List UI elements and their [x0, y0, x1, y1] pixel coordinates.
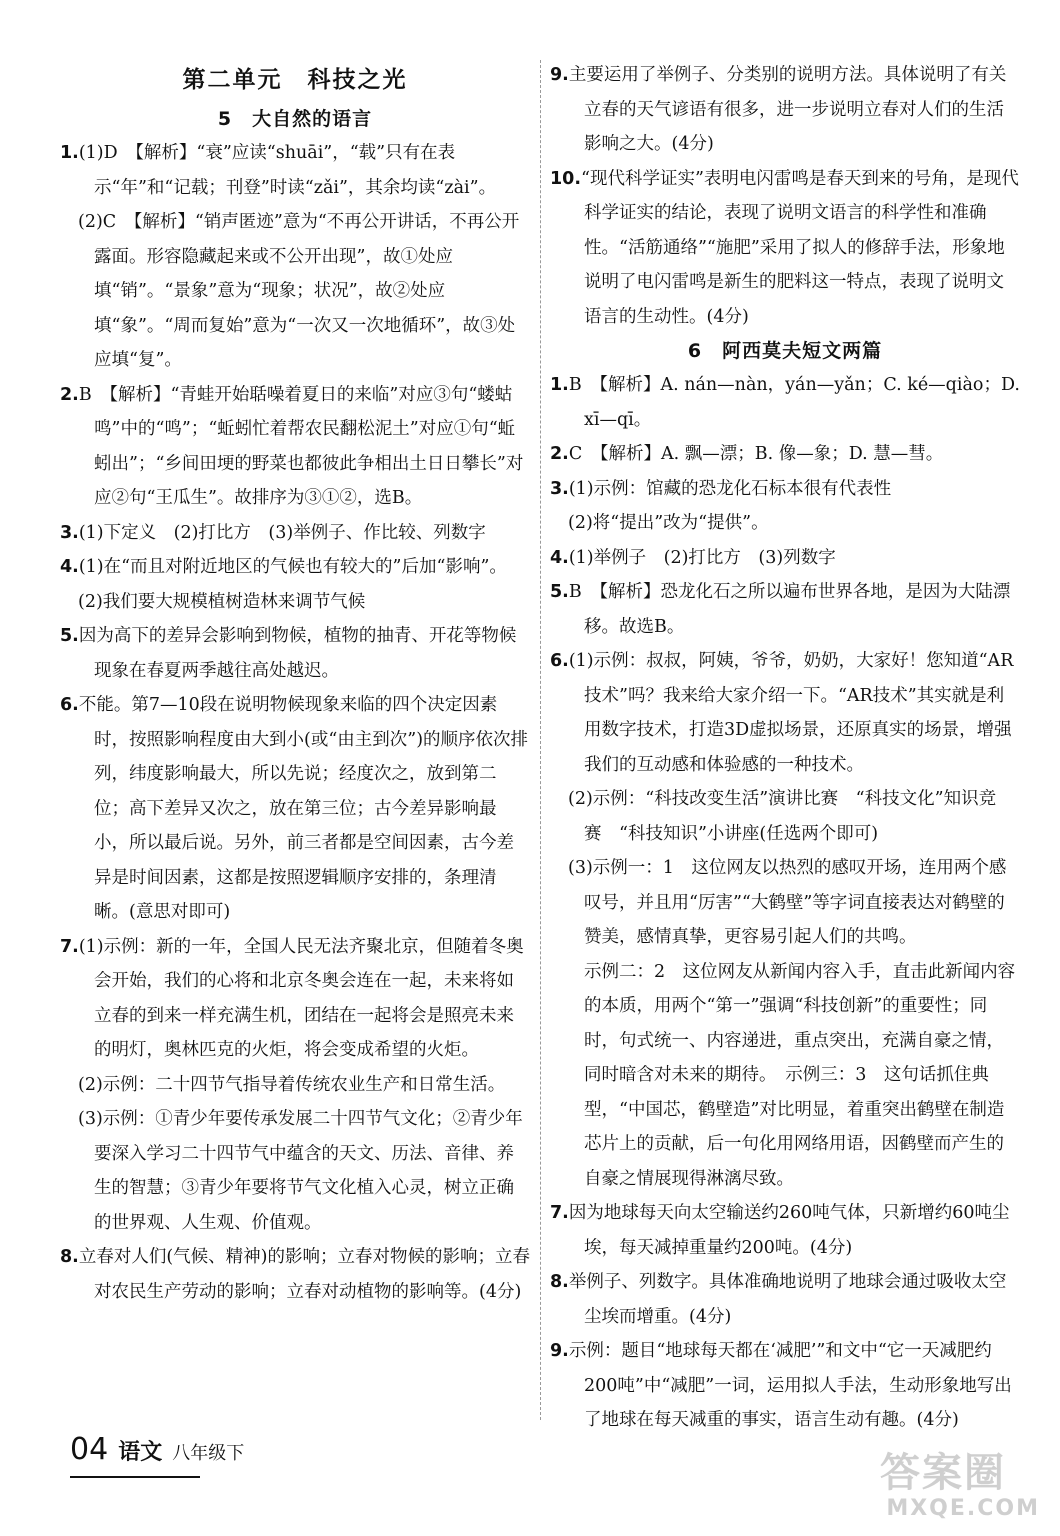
answer-item: 3.(1)下定义 (2)打比方 (3)举例子、作比较、列数字 [60, 522, 486, 543]
right-bottom-answers [550, 368, 1020, 1438]
watermark-text: 答案圈 [880, 1450, 1006, 1496]
right-top-answers [550, 58, 1020, 334]
answer-sub-item: (2)示例：“科技改变生活”演讲比赛 “科技文化”知识竞赛 “科技知识”小讲座(任选两个即可) [568, 789, 997, 844]
answer-continuation: 示例二：2 这位网友从新闻内容入手，直击此新闻内容的本质，用两个“第一”强调“科技创新”的重要性；同时，句式统一、内容递进，重点突出，充满自豪之情，同时暗含对未来的期待。 示例三：3 这句话抓住典型，“中国芯，鹤壁造”对比明显，着重突出鹤壁在制造芯片上的贡献，后一句化用网络用语，因鹤壁而产生的自豪之情展现得淋漓尽致。 [584, 961, 1016, 1189]
subject-label: 语文 [118, 1440, 163, 1465]
answer-sub-item: (3)示例一：1 这位网友以热烈的感叹开场，连用两个感叹号，并且用“厉害”“大鹤壁”等字词直接表达对鹤壁的赞美，感情真挚，更容易引起人们的共鸣。 [568, 858, 1007, 947]
answer-sub-item: (3)示例：①青少年要传承发展二十四节气文化；②青少年要深入学习二十四节气中蕴含的天文、历法、音律、养生的智慧；③青少年要将节气文化植入心灵，树立正确的世界观、人生观、价值观。 [78, 1109, 523, 1233]
page-footer [70, 1432, 244, 1472]
unit-title: 第二单元 科技之光 [182, 67, 408, 93]
footer-underline [70, 1476, 200, 1478]
answer-sub-item: (2)将“提出”改为“提供”。 [568, 513, 769, 533]
watermark-url: MXQE.COM [886, 1496, 1040, 1521]
answer-item: 8.举例子、列数字。具体准确地说明了地球会通过吸收太空尘埃而增重。(4分) [550, 1272, 1007, 1327]
left-answers [60, 136, 530, 1309]
column-divider [540, 60, 541, 1420]
left-column [60, 58, 530, 1446]
answer-item: 7.(1)示例：新的一年，全国人民无法齐聚北京，但随着冬奥会开始，我们的心将和北京冬奥会连在一起，未来将如立春的到来一样充满生机，团结在一起将会是照亮未来的明灯，奥林匹克的火炬，将会变成希望的火炬。 [60, 936, 524, 1060]
answer-item: 2.C 【解析】A. 飘—漂；B. 像—象；D. 慧—彗。 [550, 444, 944, 464]
answer-item: 3.(1)示例：馆藏的恐龙化石标本很有代表性 [550, 478, 892, 499]
answer-item: 1.(1)D 【解析】“衰”应读“shuāi”，“载”只有在表示“年”和“记载；刊登”时读“zǎi”，其余均读“zài”。 [60, 143, 497, 198]
answer-item: 1.B 【解析】A. nán—nàn，yán—yǎn；C. ké—qiào；D. xī—qī。 [550, 375, 1020, 430]
answer-item: 5.B 【解析】恐龙化石之所以遍布世界各地，是因为大陆漂移。故选B。 [550, 582, 1011, 637]
lesson-title-6: 6 阿西莫夫短文两篇 [687, 340, 883, 362]
answer-item: 9.示例：题目“地球每天都在‘减肥’”和文中“它一天减肥约200吨”中“减肥”一词，运用拟人手法，生动形象地写出了地球在每天减重的事实，语言生动有趣。(4分) [550, 1341, 1012, 1430]
answer-item: 6.不能。第7—10段在说明物候现象来临的四个决定因素时，按照影响程度由大到小(或“由主到次”)的顺序依次排列，纬度影响最大，所以先说；经度次之，放到第二位；高下差异又次之，放在第三位；古今差异影响最小，所以最后说。另外，前三者都是空间因素，古今差异是时间因素，这都是按照逻辑顺序安排的，条理清晰。(意思对即可) [60, 695, 529, 922]
answer-sub-item: (2)C 【解析】“销声匿迹”意为“不再公开讲话，不再公开露面。形容隐藏起来或不公开出现”，故①处应填“销”。“景象”意为“现象；状况”，故②处应填“象”。“周而复始”意为“一次又一次地循环”，故③处应填“复”。 [78, 212, 520, 370]
answer-item: 4.(1)举例子 (2)打比方 (3)列数字 [550, 547, 836, 568]
watermark-logo [880, 1450, 1040, 1530]
right-column [550, 58, 1020, 1446]
answer-sub-item: (2)示例：二十四节气指导着传统农业生产和日常生活。 [78, 1074, 506, 1095]
answer-item: 7.因为地球每天向太空输送约260吨气体，只新增约60吨尘埃，每天减掉重量约200吨。(4分) [550, 1203, 1010, 1258]
answer-sub-item: (2)我们要大规模植树造林来调节气候 [78, 591, 366, 612]
answer-item: 9.主要运用了举例子、分类别的说明方法。具体说明了有关立春的天气谚语有很多，进一步说明立春对人们的生活影响之大。(4分) [550, 65, 1007, 154]
answer-item: 4.(1)在“而且对附近地区的气候也有较大的”后加“影响”。 [60, 557, 507, 577]
answer-item: 10.“现代科学证实”表明电闪雷鸣是春天到来的号角，是现代科学证实的结论，表现了说明文语言的科学性和准确性。“活筋通络”“施肥”采用了拟人的修辞手法，形象地说明了电闪雷鸣是新生的肥料这一特点，表现了说明文语言的生动性。(4分) [550, 168, 1019, 327]
answer-item: 8.立春对人们(气候、精神)的影响；立春对物候的影响；立春对农民生产劳动的影响；立春对动植物的影响等。(4分) [60, 1247, 530, 1302]
grade-label: 八年级下 [172, 1443, 245, 1464]
page-number: 04 [70, 1432, 109, 1467]
answer-item: 6.(1)示例：叔叔，阿姨，爷爷，奶奶，大家好！您知道“AR技术”吗？我来给大家介绍一下。“AR技术”其实就是利用数字技术，打造3D虚拟场景，还原真实的场景，增强我们的互动感和体验感的一种技术。 [550, 651, 1014, 775]
answer-item: 5.因为高下的差异会影响到物候，植物的抽青、开花等物候现象在春夏两季越往高处越迟。 [60, 626, 517, 681]
answer-item: 2.B 【解析】“青蛙开始聒噪着夏日的来临”对应③句“蝼蛄鸣”中的“鸣”；“蚯蚓忙着帮农民翻松泥土”对应①句“蚯蚓出”；“乡间田埂的野菜也都彼此争相出土日日攀长”对应②句“王瓜生”。故排序为③①②，选B。 [60, 384, 524, 508]
lesson-title-5: 5 大自然的语言 [217, 108, 373, 130]
